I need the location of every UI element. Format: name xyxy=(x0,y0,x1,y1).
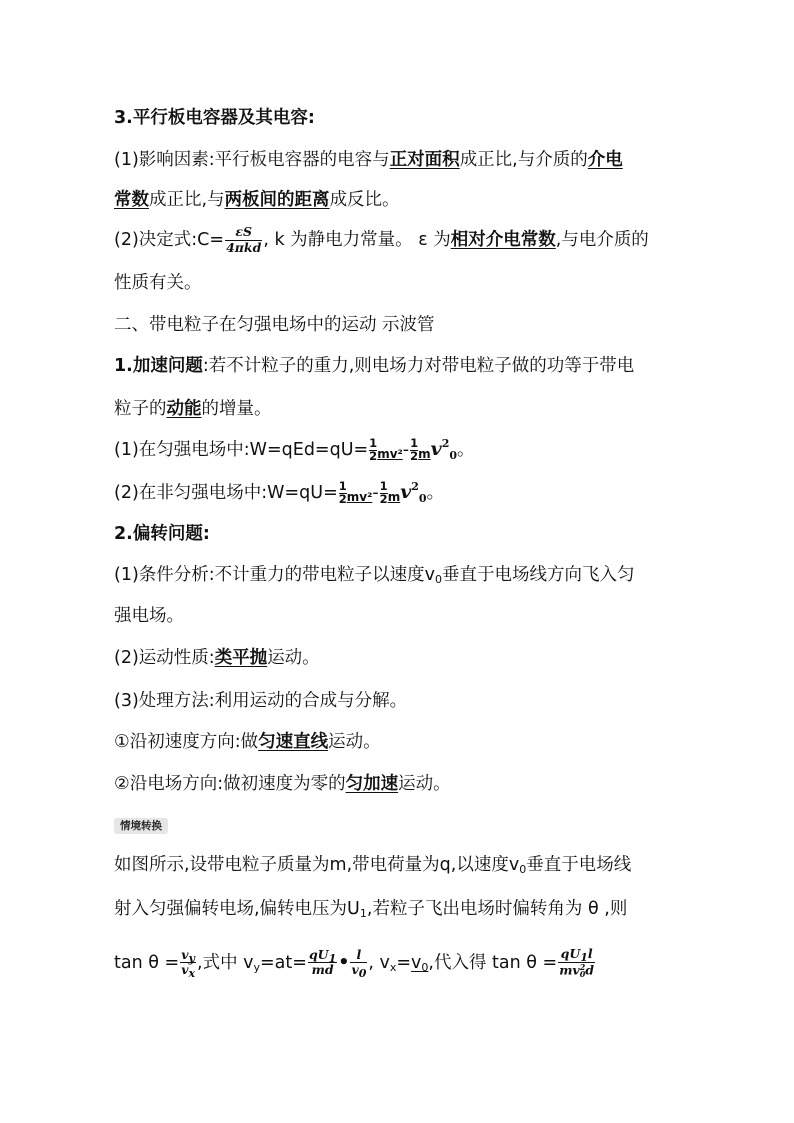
subscript: 0 xyxy=(579,968,586,979)
text: 运动。 xyxy=(398,774,451,794)
one-half xyxy=(410,438,418,462)
answer-blank xyxy=(411,953,428,973)
fraction-denominator xyxy=(180,962,196,981)
acceleration-fraction xyxy=(308,946,337,978)
v0-squared xyxy=(400,481,426,503)
deflection-condition-line-1 xyxy=(114,563,635,587)
symbol: qU xyxy=(308,946,329,962)
acceleration-line-2 xyxy=(114,397,272,421)
v0-squared xyxy=(431,438,457,460)
text: ,若粒子飞出电场时偏转角为 θ ,则 xyxy=(366,899,628,919)
subscript: 0 xyxy=(435,573,443,586)
text: 成正比,与 xyxy=(149,190,225,210)
time-fraction xyxy=(350,946,367,981)
answer-blank: 相对介电常数 xyxy=(450,230,556,250)
subscript: x xyxy=(188,967,196,981)
numerator: 1 xyxy=(338,479,347,493)
subscript: 0 xyxy=(421,960,429,974)
text: = xyxy=(396,952,412,973)
text: tan θ = xyxy=(114,952,180,973)
nonuniform-field-equation: (2)在非匀强电场中:W=qU= $\frac{1}{2}$ mv²- $\frac{1}{2}$ $mv^2_0$。 xyxy=(114,479,445,506)
text: (1)在匀强电场中:W=qEd=qU= xyxy=(114,440,369,460)
denominator: 2 xyxy=(410,448,419,463)
tan-result-fraction xyxy=(558,948,595,978)
fraction-denominator: md xyxy=(311,962,334,978)
text: ,与电介质的 xyxy=(555,230,649,250)
method-line: (3)处理方法:利用运动的合成与分解。 xyxy=(114,691,408,711)
motion-nature-line xyxy=(114,646,320,670)
v-symbol: v xyxy=(400,481,412,503)
fraction-numerator: εS xyxy=(225,226,262,241)
answer-blank: 两板间的距离 xyxy=(224,190,330,210)
text: 成正比,与介质的 xyxy=(459,150,588,170)
symbol: v xyxy=(181,946,189,962)
capacitance-formula-line-2: 性质有关。 xyxy=(114,273,202,293)
text: ,代入得 tan θ = xyxy=(428,952,558,973)
answer-blank: 正对面积 xyxy=(389,150,460,170)
one-half xyxy=(380,481,388,505)
capacitance-factors-line-1 xyxy=(114,148,623,172)
text: 如图所示,设带电粒子质量为m,带电荷量为q,以速度v xyxy=(114,855,520,875)
answer-blank: 介电 xyxy=(587,150,623,170)
deflection-angle-equation xyxy=(114,946,596,981)
text: 运动。 xyxy=(267,648,320,668)
text: 成反比。 xyxy=(329,190,400,210)
exponent: 2 xyxy=(411,480,419,493)
text: 的增量。 xyxy=(201,399,272,419)
symbol: v xyxy=(351,962,359,978)
one-half xyxy=(369,438,377,462)
mv-squared: mv² xyxy=(377,447,403,461)
v-symbol: v xyxy=(430,438,442,460)
text: (2)决定式:C= xyxy=(114,230,225,250)
text: 垂直于电场线 xyxy=(526,855,632,875)
text: ②沿电场方向:做初速度为零的 xyxy=(114,774,346,794)
fraction-denominator: 4πkd xyxy=(226,239,262,255)
denominator: 2 xyxy=(369,448,378,463)
scenario-line-2 xyxy=(114,897,627,921)
scenario-line-1 xyxy=(114,853,631,877)
symbol: v xyxy=(411,952,422,973)
symbol: d xyxy=(585,962,595,978)
fraction-numerator xyxy=(180,946,196,965)
uniform-field-equation: (1)在匀强电场中:W=qEd=qU= $\frac{1}{2}$ mv²- $\frac{1}{2}$ $mv^2_0$。 xyxy=(114,436,475,463)
subscript: 0 xyxy=(418,492,427,505)
numerator: 1 xyxy=(410,436,419,450)
mass-symbol: m xyxy=(418,447,431,461)
multiply-dot: • xyxy=(338,952,350,973)
text: 粒子的 xyxy=(114,399,167,419)
mass-symbol: m xyxy=(387,490,401,504)
section-3-title: 3.平行板电容器及其电容: xyxy=(114,108,315,128)
subscript: y xyxy=(188,951,195,965)
acceleration-line-1 xyxy=(114,354,634,378)
text: 。 xyxy=(457,440,475,460)
text: 垂直于电场线方向飞入匀 xyxy=(442,565,635,585)
text: =at= xyxy=(260,952,307,973)
fraction-numerator: l xyxy=(350,949,367,964)
field-direction-line xyxy=(114,772,451,796)
text: , k 为静电力常量。 ε 为 xyxy=(263,230,451,250)
exponent: 2 xyxy=(441,437,450,450)
text: ,式中 v xyxy=(197,952,254,973)
denominator: 2 xyxy=(338,491,347,506)
text: 射入匀强偏转电场,偏转电压为U xyxy=(114,899,360,919)
fraction-numerator xyxy=(558,948,595,963)
answer-blank: 常数 xyxy=(114,190,149,210)
subscript: 0 xyxy=(449,449,457,462)
symbol: v xyxy=(181,962,189,978)
denominator: 2 xyxy=(379,491,388,506)
fraction-denominator xyxy=(558,963,595,978)
text: 运动。 xyxy=(328,732,381,752)
subscript: 0 xyxy=(519,863,527,876)
text: (2)在非匀强电场中:W=qU= xyxy=(114,483,338,503)
symbol: mv xyxy=(559,962,580,978)
initial-velocity-direction-line xyxy=(114,730,381,754)
exponent: 2 xyxy=(579,961,586,972)
text: ①沿初速度方向:做 xyxy=(114,732,259,752)
text: (2)运动性质: xyxy=(114,648,215,668)
answer-blank: 匀速直线 xyxy=(258,732,329,752)
one-half xyxy=(339,481,347,505)
subscript: 1 xyxy=(328,951,337,965)
numerator: 1 xyxy=(369,436,378,450)
answer-blank: 匀加速 xyxy=(345,774,399,794)
numerator: 1 xyxy=(379,479,388,493)
text: , v xyxy=(368,952,390,973)
subscript: y xyxy=(253,960,261,974)
capacitance-formula-line xyxy=(114,226,649,254)
text: 。 xyxy=(426,483,445,503)
tan-fraction xyxy=(180,946,196,981)
subscript: x xyxy=(389,960,397,974)
mv-squared: mv² xyxy=(346,490,373,504)
text: (1)影响因素:平行板电容器的电容与 xyxy=(114,150,390,170)
answer-blank: 类平抛 xyxy=(214,648,268,668)
fraction-denominator xyxy=(350,962,367,981)
subscript: 1 xyxy=(580,951,588,964)
fraction-numerator xyxy=(308,946,337,965)
capacitance-factors-line-2 xyxy=(114,188,400,212)
text: :若不计粒子的重力,则电场力对带电粒子做的功等于带电 xyxy=(202,356,635,376)
symbol: qU xyxy=(560,946,581,961)
subscript: 0 xyxy=(358,967,367,981)
scenario-tag: 情境转换 xyxy=(114,818,168,834)
symbol: l xyxy=(587,946,593,961)
subscript: 1 xyxy=(359,907,367,920)
deflection-condition-line-2: 强电场。 xyxy=(114,606,184,626)
answer-blank: 动能 xyxy=(166,399,202,419)
deflection-title: 2.偏转问题: xyxy=(114,524,210,544)
acceleration-title: 1.加速问题 xyxy=(114,356,203,376)
text: (1)条件分析:不计重力的带电粒子以速度v xyxy=(114,565,436,585)
capacitance-fraction xyxy=(225,226,262,254)
section-2-heading: 二、带电粒子在匀强电场中的运动 示波管 xyxy=(114,315,435,335)
